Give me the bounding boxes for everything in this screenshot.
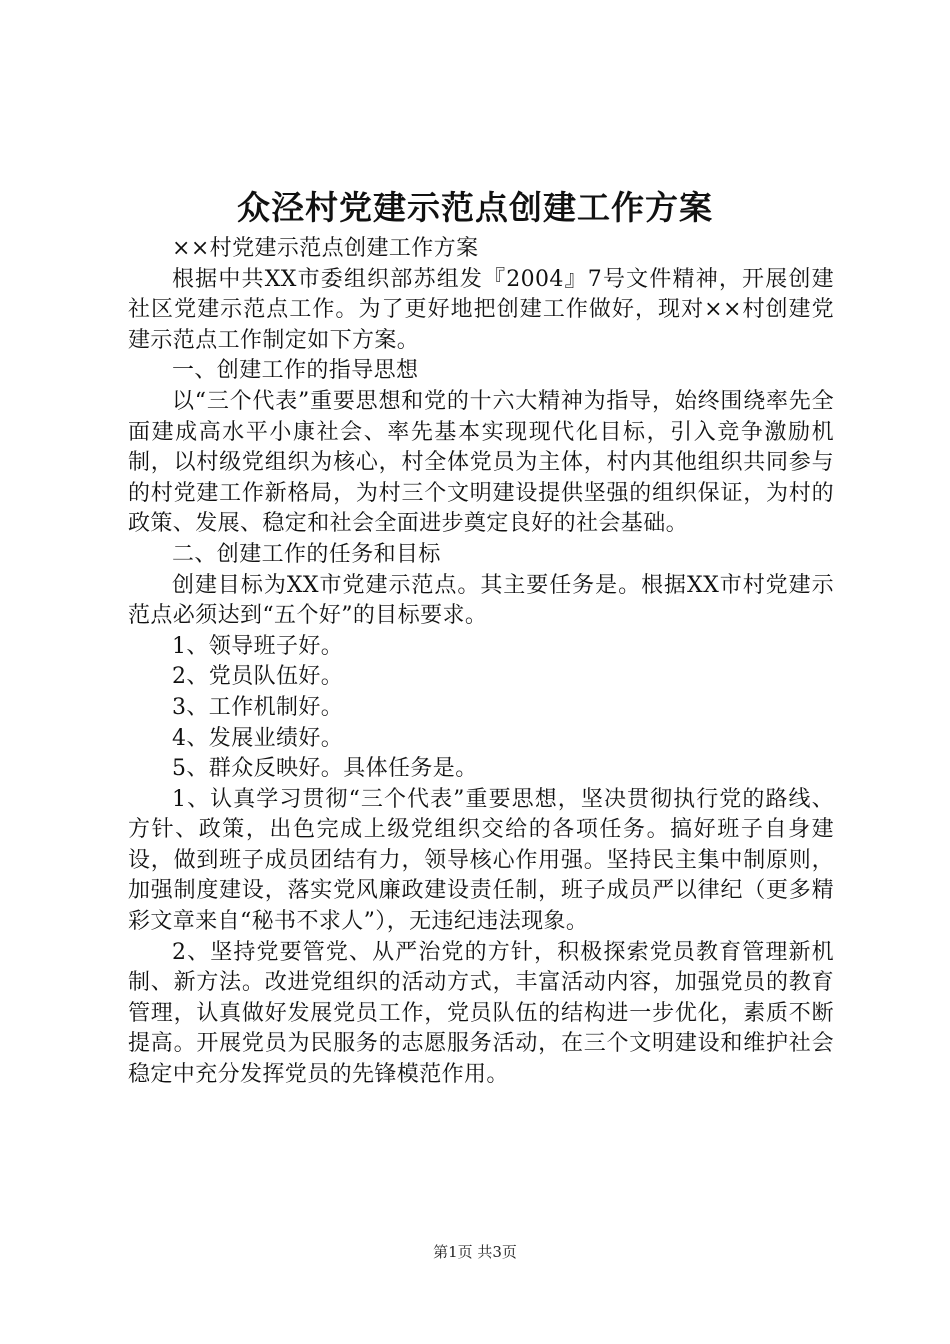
paragraph-task-2: 2、坚持党要管党、从严治党的方针，积极探索党员教育管理新机制、新方法。改进党组织的活动方式，丰富活动内容，加强党员的教育管理，认真做好发展党员工作，党员队伍的结构进一步优化，素质不断提高。开展党员为民服务的志愿服务活动，在三个文明建设和维护社会稳定中充分发挥党员的先锋模范作用。: [128, 939, 834, 1088]
list-item-goal-4: 4、发展业绩好。: [172, 725, 344, 751]
section-heading-guiding-thought: 一、创建工作的指导思想: [172, 358, 419, 384]
list-item-goal-2: 2、党员队伍好。: [172, 664, 344, 690]
paragraph-subtitle: ××村党建示范点创建工作方案: [172, 236, 479, 261]
paragraph-task-1: 1、认真学习贯彻“三个代表”重要思想，坚决贯彻执行党的路线、方针、政策，出色完成上级党组织交给的各项任务。搞好班子自身建设，做到班子成员团结有力，领导核心作用强。坚持民主集中制原则，加强制度建设，落实党风廉政建设责任制，班子成员严以律纪（更多精彩文章来自“秘书不求人”），无违纪违法现象。: [128, 786, 834, 935]
document-title: 众泾村党建示范点创建工作方案: [237, 188, 713, 227]
list-item-goal-5: 5、群众反映好。具体任务是。: [172, 756, 478, 782]
paragraph-goal: 创建目标为XX市党建示范点。其主要任务是。根据XX市村党建示范点必须达到“五个好”的目标要求。: [128, 572, 834, 629]
document-body: [128, 234, 834, 1091]
page-indicator: 第1页 共3页: [433, 1243, 517, 1261]
paragraph-intro: 根据中共XX市委组织部苏组发『2004』7号文件精神，开展创建社区党建示范点工作。为了更好地把创建工作做好，现对××村创建党建示范点工作制定如下方案。: [128, 266, 834, 353]
paragraph-guiding-thought: 以“三个代表”重要思想和党的十六大精神为指导，始终围绕率先全面建成高水平小康社会、率先基本实现现代化目标，引入竞争激励机制，以村级党组织为核心，村全体党员为主体，村内其他组织共同参与的村党建工作新格局，为村三个文明建设提供坚强的组织保证，为村的政策、发展、稳定和社会全面进步奠定良好的社会基础。: [128, 388, 834, 537]
list-item-goal-1: 1、领导班子好。: [172, 633, 344, 659]
section-heading-tasks-goals: 二、创建工作的任务和目标: [172, 541, 441, 567]
list-item-goal-3: 3、工作机制好。: [172, 694, 344, 720]
